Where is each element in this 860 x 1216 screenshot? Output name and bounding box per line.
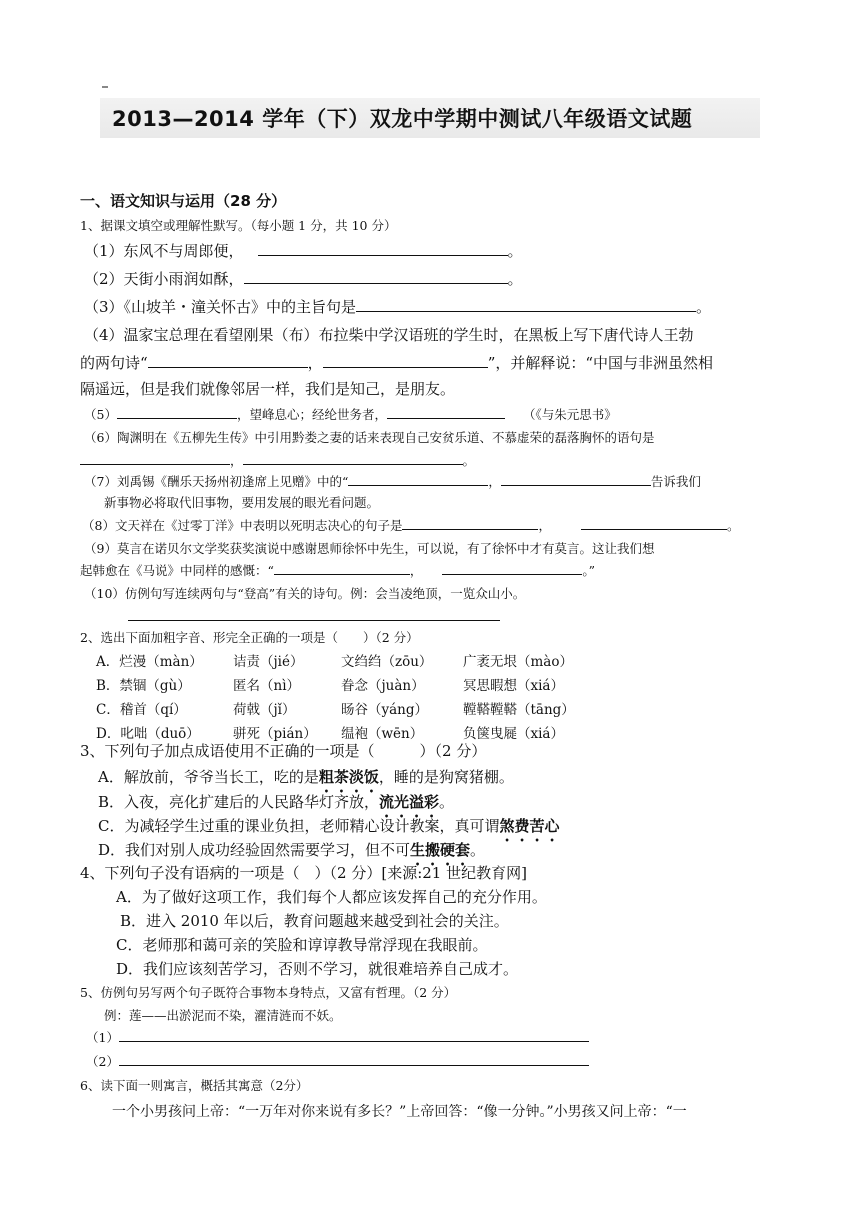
option-b-word-2: 匿名（nì） <box>233 678 301 694</box>
q4-stem: 4、下列句子没有语病的一项是（ ）（2 分）[来源:21 世纪教育网] <box>80 864 527 882</box>
answer-blank[interactable] <box>442 562 582 575</box>
q3-option-b: B．入夜，亮化扩建后的人民路华灯齐放，流光溢彩。 <box>98 793 455 811</box>
option-c-word-1: C．稽首（qí） <box>96 702 187 718</box>
q1-item-5: （5） ，望峰息心；经纶世务者， （《与朱元思书》 <box>84 407 617 422</box>
answer-blank[interactable] <box>348 473 488 486</box>
answer-blank[interactable] <box>80 452 230 465</box>
answer-blank[interactable] <box>258 243 508 256</box>
section-heading: 一、语文知识与运用（28 分） <box>80 192 287 210</box>
option-a-word-1: A．烂漫（màn） <box>96 654 203 670</box>
q3-option-a: A．解放前，爷爷当长工，吃的是粗茶淡饭，睡的是狗窝猪棚。 <box>98 768 514 786</box>
q6-stem: 6、读下面一则寓言，概括其寓意（2分） <box>80 1078 309 1093</box>
q1-item-2: （2）天街小雨润如酥， 。 <box>84 270 523 288</box>
q2-stem: 2、选出下面加粗字音、形完全正确的一项是（ ）（2 分） <box>80 630 419 645</box>
dotted-idiom: 流光溢彩 <box>379 793 440 811</box>
dotted-idiom: 粗茶淡饭 <box>318 768 379 786</box>
q4-option-c: C．老师那和蔼可亲的笑脸和谆谆教导常浮现在我眼前。 <box>116 936 488 954</box>
q1-item-10-blank <box>128 606 500 625</box>
q2-options <box>96 648 575 744</box>
answer-blank[interactable] <box>117 406 237 419</box>
option-row <box>96 696 575 720</box>
q1-item-10: （10）仿例句写连续两句与“登高”有关的诗句。例：会当凌绝顶，一览众山小。 <box>84 586 526 601</box>
option-c-word-4: 鞺鞳鞺鞳（tāng） <box>463 702 575 718</box>
q1-item-7-line1: （7）刘禹锡《酬乐天扬州初逢席上见赠》中的“ ， 告诉我们 <box>84 474 701 489</box>
q1-item-7-line2: 新事物必将取代旧事物，要用发展的眼光看问题。 <box>104 495 380 510</box>
option-a-word-4: 广袤无垠（mào） <box>463 654 573 670</box>
q3-option-c: C．为减轻学生过重的课业负担，老师精心设计教案，真可谓煞费苦心 <box>98 817 560 835</box>
option-b-word-3: 眷念（juàn） <box>341 678 425 694</box>
option-d-word-4: 负箧曳屣（xiá） <box>463 726 564 742</box>
option-d-word-3: 缊袍（wēn） <box>341 726 424 742</box>
option-row <box>96 672 575 696</box>
answer-blank[interactable] <box>244 271 508 284</box>
option-row <box>96 648 575 672</box>
q1-item-8: （8）文天祥在《过零丁洋》中表明以死明志决心的句子是 ， 。 <box>82 518 740 533</box>
q1-item-4-line2: 的两句诗“ ， ”，并解释说：“中国与非洲虽然相 <box>80 354 714 372</box>
q1-item-1: （1）东风不与周郎便， 。 <box>84 242 523 260</box>
answer-blank[interactable] <box>274 562 410 575</box>
answer-blank[interactable] <box>581 517 727 530</box>
q3-option-d: D．我们对别人成功经验固然需要学习，但不可生搬硬套。 <box>98 841 486 859</box>
q1-item-9-line1: （9）莫言在诺贝尔文学奖获奖演说中感谢恩师徐怀中先生，可以说，有了徐怀中才有莫言。这让我们想 <box>84 541 655 556</box>
option-d-word-2: 骈死（pián） <box>233 726 317 742</box>
page-title: 2013—2014 学年（下）双龙中学期中测试八年级语文试题 <box>112 107 693 131</box>
q1-stem: 1、据课文填空或理解性默写。（每小题 1 分，共 10 分） <box>80 218 397 233</box>
q1-item-9-line2: 起韩愈在《马说》中同样的感慨：“ ， 。” <box>80 563 596 578</box>
q5-line-1: （1） <box>86 1028 589 1046</box>
option-b-word-1: B．禁锢（gù） <box>96 678 191 694</box>
q5-example: 例：莲——出淤泥而不染，濯清涟而不妖。 <box>104 1008 342 1023</box>
q4-option-b: B．进入 2010 年以后，教育问题越来越受到社会的关注。 <box>120 912 509 930</box>
scan-mark <box>102 86 108 88</box>
q3-stem: 3、下列句子加点成语使用不正确的一项是（ ）（2 分） <box>80 742 487 760</box>
q1-item-3: （3）《山坡羊・潼关怀古》中的主旨句是 。 <box>84 298 712 316</box>
answer-blank[interactable] <box>243 452 463 465</box>
q1-item-6-line1: （6）陶渊明在《五柳先生传》中引用黔娄之妻的话来表现自己安贫乐道、不慕虚荣的磊落胸怀的语句是 <box>84 430 655 445</box>
option-a-word-3: 文绉绉（zōu） <box>341 654 433 670</box>
q6-text: 一个小男孩问上帝：“一万年对你来说有多长？”上帝回答：“像一分钟。”小男孩又问上帝：“一 <box>112 1104 687 1120</box>
answer-blank[interactable] <box>402 517 538 530</box>
q1-item-6-line2: ， 。 <box>80 451 475 469</box>
answer-blank[interactable] <box>119 1029 589 1042</box>
answer-blank[interactable] <box>323 355 488 368</box>
option-c-word-2: 荷戟（jǐ） <box>233 702 296 718</box>
option-d-word-1: D．叱咄（duō） <box>96 726 200 742</box>
dotted-idiom: 煞费苦心 <box>499 817 560 835</box>
q4-option-d: D．我们应该刻苦学习，否则不学习，就很难培养自己成才。 <box>116 960 519 978</box>
answer-blank[interactable] <box>356 299 696 312</box>
answer-blank[interactable] <box>148 355 308 368</box>
q5-stem: 5、仿例句另写两个句子既符合事物本身特点，又富有哲理。（2 分） <box>80 985 457 1000</box>
q4-option-a: A．为了做好这项工作，我们每个人都应该发挥自己的充分作用。 <box>116 888 547 906</box>
answer-blank[interactable] <box>387 406 505 419</box>
option-a-word-2: 诘责（jié） <box>233 654 304 670</box>
answer-blank[interactable] <box>128 608 500 621</box>
dotted-idiom: 生搬硬套 <box>410 841 471 859</box>
q5-line-2: （2） <box>86 1052 589 1070</box>
option-c-word-3: 旸谷（yáng） <box>341 702 429 718</box>
q1-item-4-line3: 隔遥远，但是我们就像邻居一样，我们是知己，是朋友。 <box>80 380 456 398</box>
q1-item-4-line1: （4）温家宝总理在看望刚果（布）布拉柴中学汉语班的学生时，在黑板上写下唐代诗人王勃 <box>84 326 694 344</box>
answer-blank[interactable] <box>119 1053 589 1066</box>
answer-blank[interactable] <box>501 473 651 486</box>
option-b-word-4: 冥思暇想（xiá） <box>463 678 564 694</box>
